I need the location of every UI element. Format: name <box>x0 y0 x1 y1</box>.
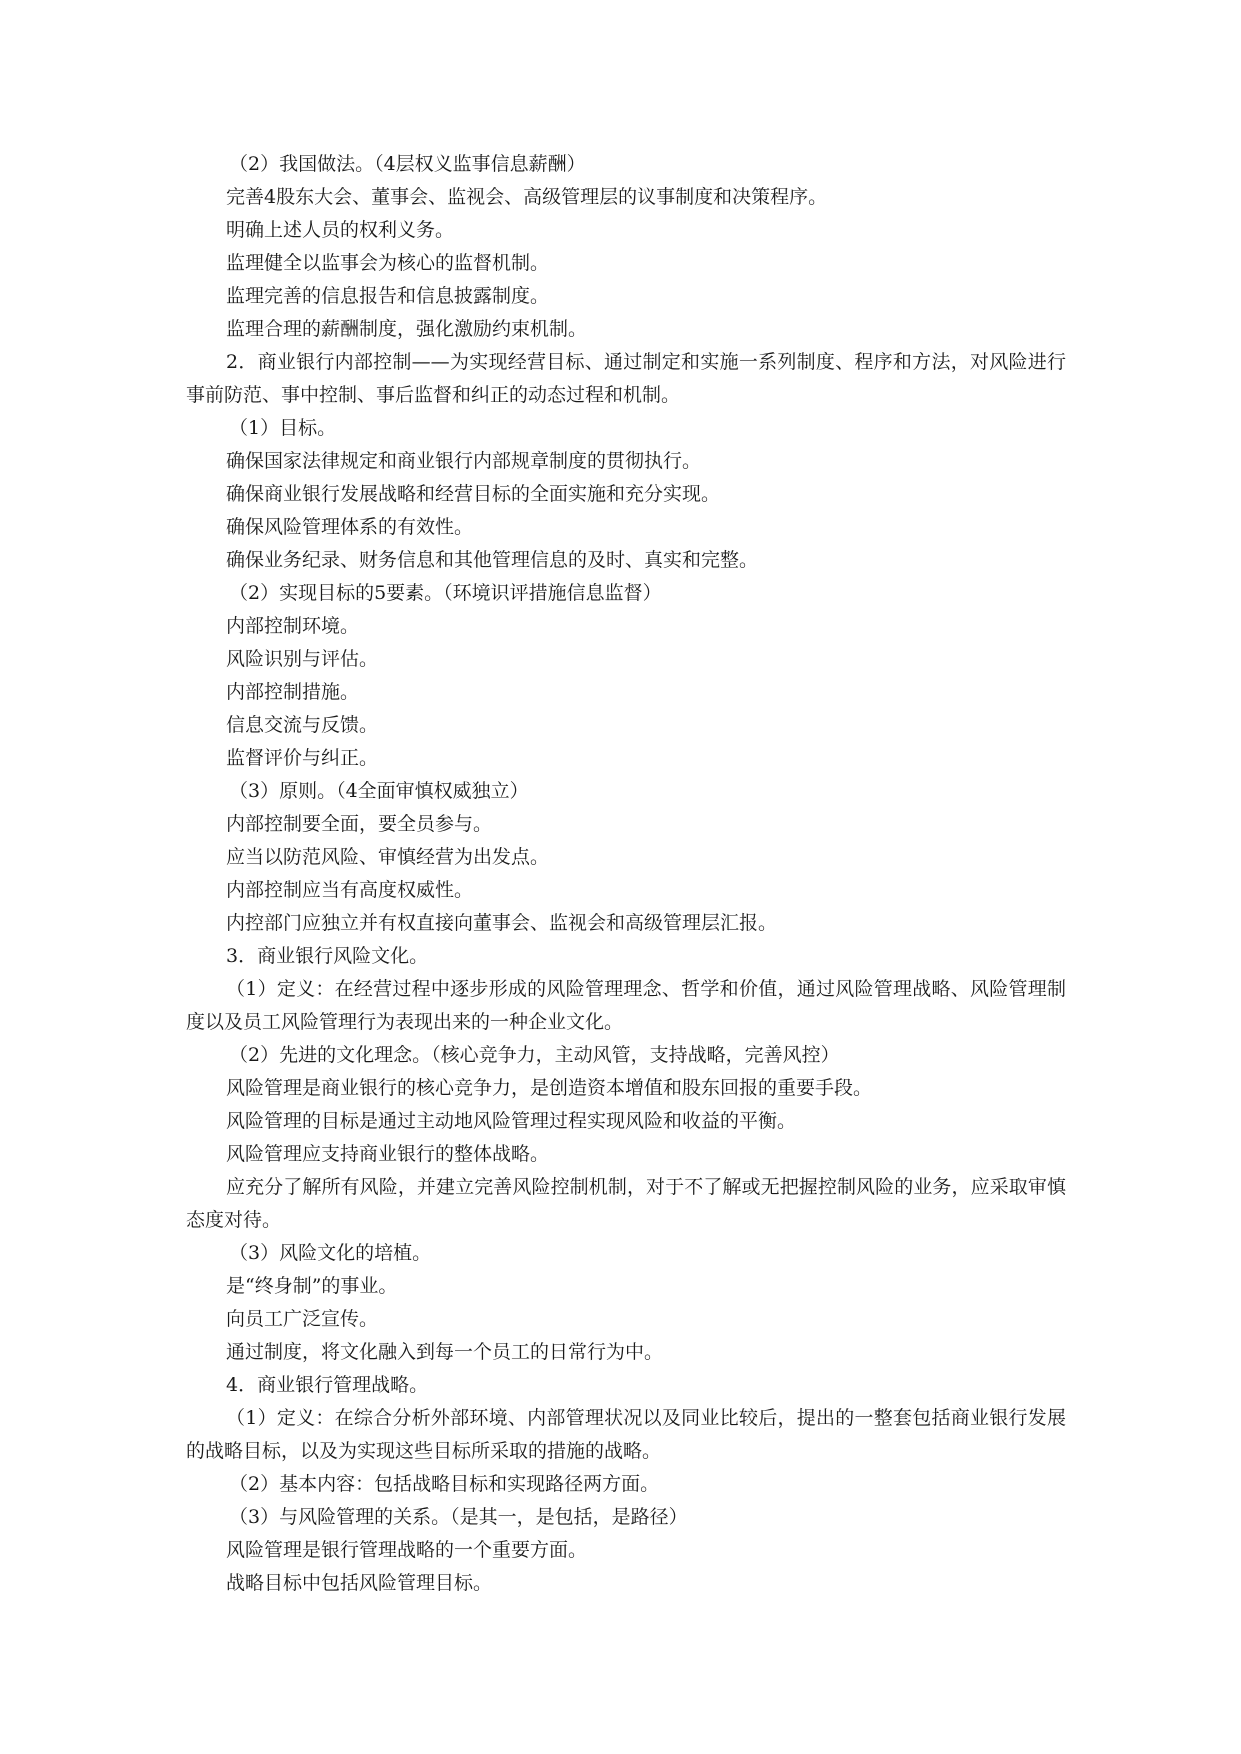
text-line: 信息交流与反馈。 <box>226 714 379 736</box>
text-line: 确保国家法律规定和商业银行内部规章制度的贯彻执行。 <box>226 450 702 472</box>
text-line: （2）实现目标的5要素。（环境识评措施信息监督） <box>229 582 662 604</box>
paragraph: 应充分了解所有风险，并建立完善风险控制机制，对于不了解或无把握控制风险的业务，应采取审慎态度对待。 <box>186 1176 1066 1231</box>
text-line: （3）原则。（4全面审慎权威独立） <box>229 780 529 802</box>
text-line: 是“终身制”的事业。 <box>226 1275 398 1297</box>
text-line: 内部控制要全面，要全员参与。 <box>226 813 493 835</box>
text-line: 完善4股东大会、董事会、监视会、高级管理层的议事制度和决策程序。 <box>226 186 828 208</box>
text-line: 内控部门应独立并有权直接向董事会、监视会和高级管理层汇报。 <box>226 912 778 934</box>
text-line: 内部控制环境。 <box>226 615 360 637</box>
text-line: 内部控制应当有高度权威性。 <box>226 879 474 901</box>
text-line: （3）与风险管理的关系。（是其一，是包括，是路径） <box>229 1506 688 1528</box>
text-line: 监理完善的信息报告和信息披露制度。 <box>226 285 550 307</box>
text-line: 战略目标中包括风险管理目标。 <box>226 1572 493 1594</box>
text-line: 监理合理的薪酬制度，强化激励约束机制。 <box>226 318 588 340</box>
text-line: 风险识别与评估。 <box>226 648 379 670</box>
text-line: （2）基本内容：包括战略目标和实现路径两方面。 <box>229 1473 660 1495</box>
paragraph: （1）定义：在综合分析外部环境、内部管理状况以及同业比较后，提出的一整套包括商业银行发展的战略目标，以及为实现这些目标所采取的措施的战略。 <box>186 1407 1066 1462</box>
text-line: 内部控制措施。 <box>226 681 360 703</box>
text-line: 风险管理应支持商业银行的整体战略。 <box>226 1143 550 1165</box>
text-line: 通过制度，将文化融入到每一个员工的日常行为中。 <box>226 1341 664 1363</box>
text-line: 明确上述人员的权利义务。 <box>226 219 455 241</box>
text-line: 监督评价与纠正。 <box>226 747 379 769</box>
text-line: 风险管理是商业银行的核心竞争力，是创造资本增值和股东回报的重要手段。 <box>226 1077 873 1099</box>
paragraph: （1）定义：在经营过程中逐步形成的风险管理理念、哲学和价值，通过风险管理战略、风险管理制度以及员工风险管理行为表现出来的一种企业文化。 <box>186 978 1066 1033</box>
paragraph: 2．商业银行内部控制——为实现经营目标、通过制定和实施一系列制度、程序和方法，对风险进行事前防范、事中控制、事后监督和纠正的动态过程和机制。 <box>186 351 1066 406</box>
text-line: 确保业务纪录、财务信息和其他管理信息的及时、真实和完整。 <box>226 549 759 571</box>
text-line: （1）目标。 <box>229 417 337 439</box>
text-line: （2）我国做法。（4层权义监事信息薪酬） <box>229 153 586 175</box>
text-line: 风险管理是银行管理战略的一个重要方面。 <box>226 1539 588 1561</box>
text-line: 4．商业银行管理战略。 <box>226 1374 429 1396</box>
text-line: 监理健全以监事会为核心的监督机制。 <box>226 252 550 274</box>
text-line: 应当以防范风险、审慎经营为出发点。 <box>226 846 550 868</box>
document-body <box>186 148 1066 1600</box>
text-line: 向员工广泛宣传。 <box>226 1308 379 1330</box>
text-line: 风险管理的目标是通过主动地风险管理过程实现风险和收益的平衡。 <box>226 1110 797 1132</box>
text-line: （3）风险文化的培植。 <box>229 1242 432 1264</box>
text-line: 确保风险管理体系的有效性。 <box>226 516 474 538</box>
text-line: （2）先进的文化理念。（核心竞争力，主动风管，支持战略，完善风控） <box>229 1044 840 1066</box>
text-line: 确保商业银行发展战略和经营目标的全面实施和充分实现。 <box>226 483 721 505</box>
text-line: 3．商业银行风险文化。 <box>226 945 429 967</box>
